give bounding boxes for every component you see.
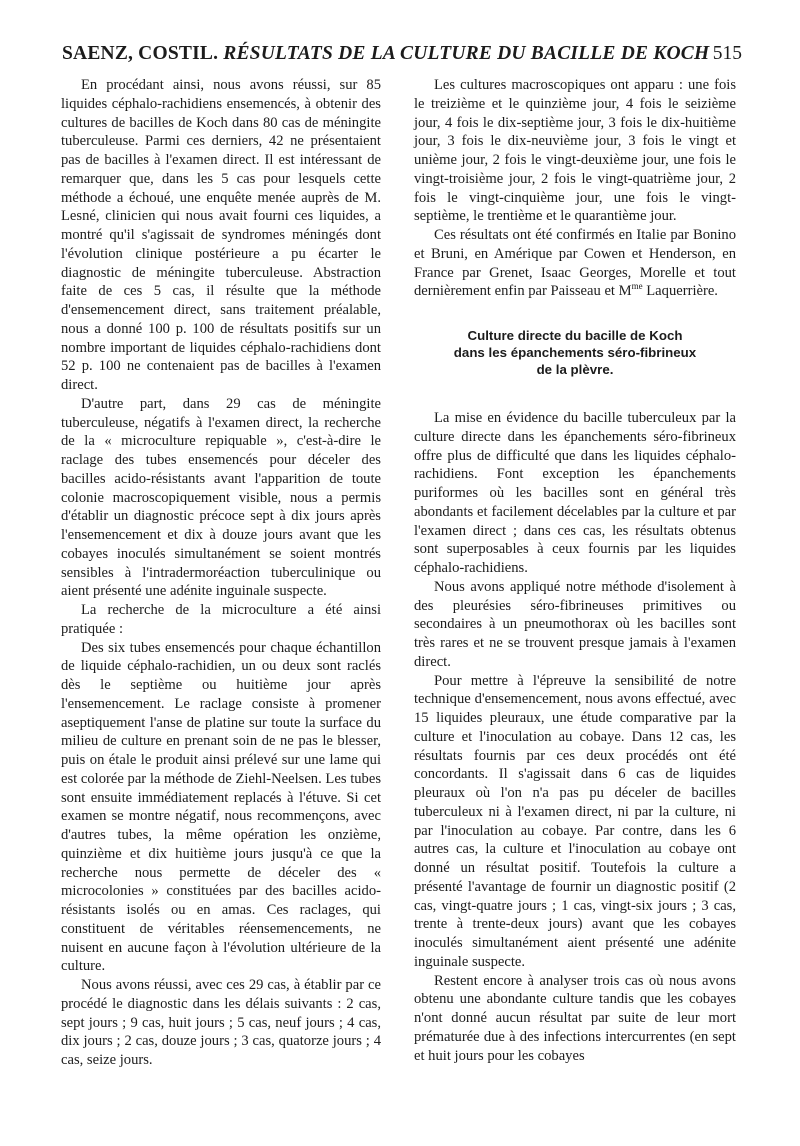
paragraph-text: Ces résultats ont été confirmés en Italie par Bonino et Bruni, en Amérique par Cowen et Henderson, en France par Grenet, Isaac Georges, Morelle et tout dernièrement enfin par Paisseau et M xyxy=(414,227,736,300)
left-column xyxy=(61,76,381,1070)
header-running-title: RÉSULTATS DE LA CULTURE DU BACILLE DE KOCH xyxy=(223,43,710,64)
section-heading xyxy=(414,327,736,378)
paragraph: Des six tubes ensemencés pour chaque échantillon de liquide céphalo-rachidien, un ou deux sont raclés dès le septième ou huitième jour après l'ensemencement. Le raclage consiste à promener aseptiquement l'anse de platine sur toute la surface du milieu de culture en prenant soin de ne pas le blesser, puis on étale le produit ainsi prélevé sur une lame qui est colorée par la méthode de Ziehl-Neelsen. Les tubes sont ensuite immédiatement replacés à l'étuve. Si cet examen se montre négatif, nous recommençons, avec d'autres tubes, la même opération les onzième, quinzième et dix huitième jours jusqu'à ce que la recherche nous permette de déceler des « microcolonies » constituées par des bacilles acido-résistants isolés ou en amas. Ces raclages, qui constituent de véritables réensemencements, ne nuisent en aucune façon à l'évolution ultérieure de la culture. xyxy=(61,639,381,975)
section-heading-line: Culture directe du bacille de Koch xyxy=(467,328,683,343)
section-heading-line: de la plèvre. xyxy=(536,362,614,377)
paragraph: Restent encore à analyser trois cas où nous avons obtenu une abondante culture tandis que les cobayes n'ont donné aucun résultat par suite de leur mort prématurée due à des infections intercurrentes (en sept et huit jours pour les cobayes xyxy=(414,972,736,1064)
page-number: 515 xyxy=(712,43,742,64)
paragraph-with-superscript xyxy=(414,226,736,301)
paragraph: La mise en évidence du bacille tuberculeux par la culture directe dans les épanchements séro-fibrineux offre plus de difficulté que dans les liquides céphalo-rachidiens. Font exception les épanchements puriformes où les bacilles sont en général très abondants et facilement décelables par la culture et par l'examen direct ; dans ces cas, les résultats obtenus sont superposables à ceux fournis par les liquides céphalo-rachidiens. xyxy=(414,410,736,576)
header-authors: SAENZ, COSTIL. xyxy=(62,43,219,64)
paragraph: Nous avons réussi, avec ces 29 cas, à établir par ce procédé le diagnostic dans les délais suivants : 2 cas, sept jours ; 9 cas, huit jours ; 5 cas, neuf jours ; 4 cas, dix jours ; 2 cas, douze jours ; 3 cas, quatorze jours ; 4 cas, seize jours. xyxy=(61,977,381,1068)
paragraph: Pour mettre à l'épreuve la sensibilité de notre technique d'ensemencement, nous avons effectué, avec 15 liquides pleuraux, une étude comparative par la culture et l'inoculation au cobaye. Dans 12 cas, les résultats fournis par ces deux procédés ont été concordants. Il s'agissait dans 6 cas de liquides pleuraux où l'on n'a pas pu déceler de bacilles tuberculeux ni à l'examen direct, ni par la culture, ni par l'inoculation au cobaye. Par contre, dans les 6 autres cas, la culture et l'inoculation au cobaye ont donné un résultat positif. Toutefois la culture a présenté l'avantage de fournir un diagnostic positif (2 cas, vingt-quatre jours ; 1 cas, vingt-six jours ; 3 cas, trente à trente-deux jours) avant que les cobayes inoculés simultanément aient présenté une adénite inguinale suspecte. xyxy=(414,672,736,970)
paragraph: En procédant ainsi, nous avons réussi, sur 85 liquides céphalo-rachidiens ensemencés, à obtenir des cultures de bacilles de Koch dans 80 cas de méningite tuberculeuse. Parmi ces derniers, 42 ne présentaient pas de bacilles à l'examen direct. Il est intéressant de remarquer que, dans les 5 cas pour lesquels cette méthode a échoué, une enquête menée auprès de M. Lesné, clinicien qui nous avait fourni ces liquides, a montré qu'il s'agissait de syndromes méningés dont l'évolution clinique postérieure a pu écarter le diagnostic de méningite tuberculeuse. Abstraction faite de ces 5 cas, il résulte que la méthode d'ensemencement direct, sans traitement préalable, nous a donné 100 p. 100 de résultats positifs sur un nombre important de liquides céphalo-rachidiens dont 52 p. 100 ne contenaient pas de bacilles à l'examen direct. xyxy=(61,77,381,393)
running-header xyxy=(62,43,742,73)
person-name: Laquerrière. xyxy=(642,283,718,300)
paragraph: D'autre part, dans 29 cas de méningite tuberculeuse, négatifs à l'examen direct, la recherche de la « microculture repiquable », c'est-à-dire le raclage des tubes ensemencés pour déceler des bacilles acido-résistants avant l'apparition de toute colonie macroscopiquement visible, nous a permis d'établir un diagnostic précoce sept à dix jours après l'ensemencement et dix à douze jours avant que les cobayes inoculés simultanément se soient montrés sensibles à l'intradermoréaction tuberculinique ou aient présenté une adénite inguinale suspecte. xyxy=(61,395,381,600)
section-heading-line: dans les épanchements séro-fibrineux xyxy=(453,345,697,360)
paragraph: Nous avons appliqué notre méthode d'isolement à des pleurésies séro-fibrineuses primitives ou secondaires à un pneumothorax où les bacilles sont très rares et ne se trouvent presque jamais à l'examen direct. xyxy=(414,578,736,670)
header-left xyxy=(62,43,709,65)
title-abbreviation-superscript: me xyxy=(631,281,643,292)
paragraph: Les cultures macroscopiques ont apparu : une fois le treizième et le quinzième jour, 4 fois le seizième jour, 4 fois le dix-septième jour, 3 fois le dix-huitième jour, 3 fois le dix-neuvième jour, 3 fois le vingt et unième jour, 2 fois le vingt-deuxième jour, une fois le vingt-troisième jour, 2 fois le vingt-quatrième jour, 2 fois le vingt-cinquième jour, une fois le vingt-septième, le trentième et le quarantième jour. xyxy=(414,77,736,225)
right-column xyxy=(414,76,736,1065)
paragraph: La recherche de la microculture a été ainsi pratiquée : xyxy=(61,602,381,637)
